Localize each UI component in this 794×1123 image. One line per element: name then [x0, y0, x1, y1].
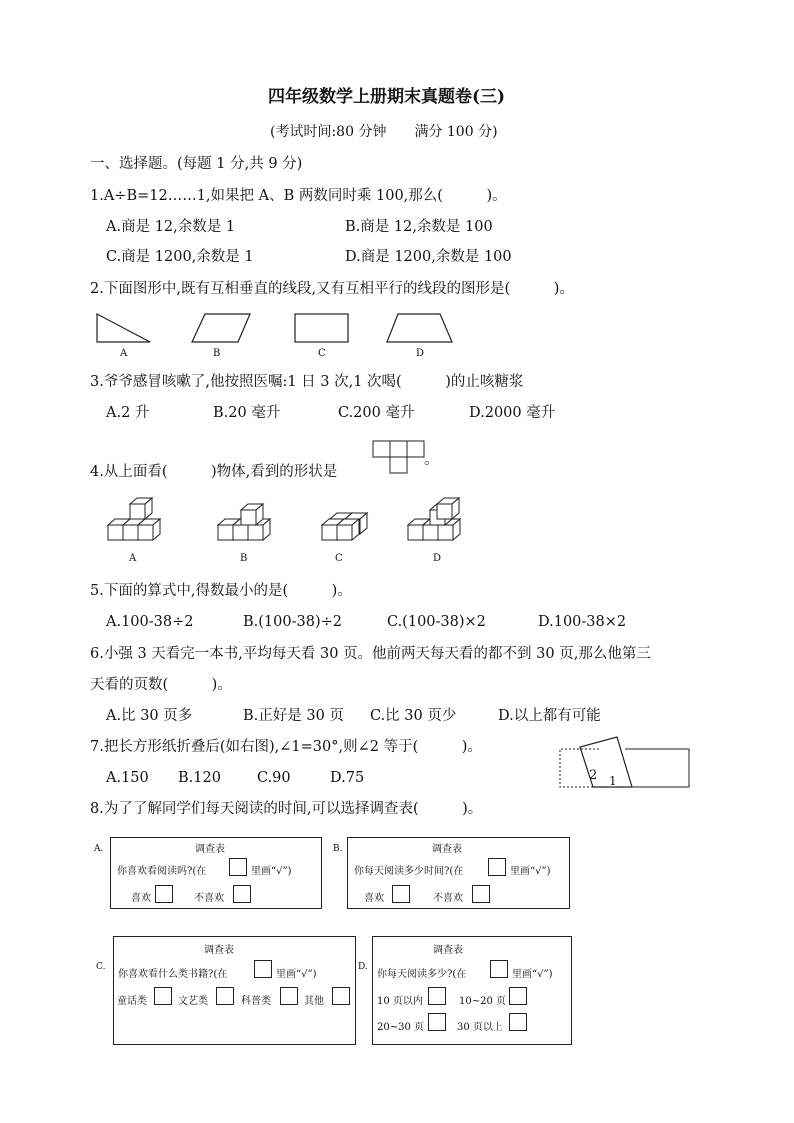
option-science: 科普类 — [241, 996, 271, 1007]
survey-question: 你每天阅读多少?(在 — [377, 969, 467, 980]
option-b[interactable]: B.正好是 30 页 — [243, 708, 344, 724]
option-dislike: 不喜欢 — [194, 893, 224, 904]
survey-b-letter: B. — [333, 844, 343, 854]
figure-label-b: B — [240, 553, 248, 564]
option-a[interactable]: A.100-38÷2 — [106, 614, 194, 630]
parallelogram-shape — [192, 314, 250, 342]
option-like: 喜欢 — [131, 893, 151, 904]
figure-label-d: D — [433, 553, 442, 564]
survey-table-b[interactable] — [347, 837, 570, 909]
shape-figures — [0, 310, 794, 370]
option-dislike: 不喜欢 — [433, 893, 463, 904]
survey-question: 你喜欢看什么类书籍?(在 — [118, 969, 228, 980]
figure-label-a: A — [129, 553, 137, 564]
checkbox-icon — [154, 987, 172, 1005]
cube-block — [138, 519, 160, 540]
survey-table-c[interactable] — [113, 936, 356, 1045]
shape-label-a: A — [120, 348, 128, 359]
option-d[interactable]: D.2000 毫升 — [469, 405, 556, 421]
checkbox-icon — [509, 1013, 527, 1031]
survey-a-letter: A. — [94, 844, 104, 854]
question-stem: 5.下面的算式中,得数最小的是( )。 — [90, 583, 352, 599]
checkbox-icon — [428, 1013, 446, 1031]
option-a[interactable]: A.商是 12,余数是 1 — [106, 219, 236, 235]
option-literature: 文艺类 — [178, 996, 208, 1007]
shape-label-b: B — [213, 348, 221, 359]
option-under-10: 10 页以内 — [377, 996, 423, 1007]
option-d[interactable]: D.100-38×2 — [538, 614, 627, 630]
survey-instruction: 里画“√”) — [276, 969, 317, 980]
checkbox-icon — [488, 858, 506, 876]
checkbox-icon — [216, 987, 234, 1005]
cube-block — [241, 504, 263, 525]
option-fairy-tales: 童话类 — [117, 996, 147, 1007]
stem-end: 。 — [424, 452, 439, 468]
option-c[interactable]: C.比 30 页少 — [370, 708, 457, 724]
survey-title: 调查表 — [195, 844, 225, 855]
question-stem-line1: 6.小强 3 天看完一本书,平均每天看 30 页。他前两天每天看的都不到 30 页,那么他第三 — [90, 646, 651, 662]
folded-paper-figure — [555, 735, 725, 795]
option-over-30: 30 页以上 — [457, 1022, 503, 1033]
survey-title: 调查表 — [204, 945, 234, 956]
option-b[interactable]: B.120 — [178, 770, 221, 786]
checkbox-icon — [428, 987, 446, 1005]
survey-d-letter: D. — [358, 962, 368, 972]
trapezoid-shape — [387, 314, 452, 342]
checkbox-icon — [233, 885, 251, 903]
option-c[interactable]: C.商是 1200,余数是 1 — [106, 249, 254, 265]
survey-c-letter: C. — [96, 962, 106, 972]
top-view-figure — [370, 440, 430, 480]
cube-block — [437, 498, 459, 519]
option-20-30: 20~30 页 — [377, 1022, 425, 1033]
option-like: 喜欢 — [364, 893, 384, 904]
option-d[interactable]: D.以上都有可能 — [498, 708, 601, 724]
survey-question: 你每天阅读多少时间?(在 — [354, 866, 464, 877]
option-b[interactable]: B.商是 12,余数是 100 — [345, 219, 493, 235]
shape-label-d: D — [416, 348, 425, 359]
shape-label-c: C — [318, 348, 326, 359]
angle-1-label: 1 — [609, 774, 617, 788]
question-stem: 1.A÷B=12……1,如果把 A、B 两数同时乘 100,那么( )。 — [90, 188, 507, 204]
option-a[interactable]: A.150 — [106, 770, 149, 786]
survey-table-d[interactable] — [372, 936, 572, 1045]
cube-block — [337, 519, 359, 540]
option-b[interactable]: B.(100-38)÷2 — [243, 614, 342, 630]
question-stem: 3.爷爷感冒咳嗽了,他按照医嘱:1 日 3 次,1 次喝( )的止咳糖浆 — [90, 374, 524, 390]
option-d[interactable]: D.商是 1200,余数是 100 — [345, 249, 512, 265]
option-c[interactable]: C.90 — [257, 770, 291, 786]
right-triangle-shape — [97, 314, 150, 342]
checkbox-icon — [472, 885, 490, 903]
checkbox-icon — [332, 987, 350, 1005]
cube-figures — [0, 500, 794, 560]
option-10-20: 10~20 页 — [459, 996, 507, 1007]
survey-title: 调查表 — [432, 844, 462, 855]
figure-label-c: C — [335, 553, 343, 564]
option-a[interactable]: A.比 30 页多 — [106, 708, 193, 724]
question-stem: 8.为了了解同学们每天阅读的时间,可以选择调查表( )。 — [90, 801, 483, 817]
checkbox-icon — [280, 987, 298, 1005]
checkbox-icon — [392, 885, 410, 903]
checkbox-icon — [254, 960, 272, 978]
option-other: 其他 — [304, 996, 324, 1007]
question-stem: 4.从上面看( )物体,看到的形状是 — [90, 464, 338, 480]
cube-block — [130, 498, 152, 519]
exam-info: (考试时间:80 分钟 满分 100 分) — [270, 124, 498, 140]
checkbox-icon — [155, 885, 173, 903]
survey-instruction: 里画“√”) — [251, 866, 292, 877]
page-title: 四年级数学上册期末真题卷(三) — [268, 87, 506, 107]
question-stem-line2: 天看的页数( )。 — [90, 677, 232, 693]
survey-table-a[interactable] — [110, 837, 322, 909]
checkbox-icon — [509, 987, 527, 1005]
checkbox-icon — [490, 960, 508, 978]
survey-instruction: 里画“√”) — [510, 866, 551, 877]
option-a[interactable]: A.2 升 — [106, 405, 150, 421]
survey-instruction: 里画“√”) — [512, 969, 553, 980]
option-d[interactable]: D.75 — [330, 770, 365, 786]
rectangle-shape — [295, 314, 348, 342]
survey-question: 你喜欢看阅读吗?(在 — [117, 866, 207, 877]
option-c[interactable]: C.200 毫升 — [338, 405, 415, 421]
option-c[interactable]: C.(100-38)×2 — [387, 614, 486, 630]
angle-2-label: 2 — [589, 768, 598, 783]
question-stem: 2.下面图形中,既有互相垂直的线段,又有互相平行的线段的图形是( )。 — [90, 281, 574, 297]
question-stem: 7.把长方形纸折叠后(如右图),∠1=30°,则∠2 等于( )。 — [90, 739, 482, 755]
survey-title: 调查表 — [433, 945, 463, 956]
checkbox-icon — [229, 858, 247, 876]
section-heading: 一、选择题。(每题 1 分,共 9 分) — [90, 156, 303, 172]
option-b[interactable]: B.20 毫升 — [213, 405, 281, 421]
